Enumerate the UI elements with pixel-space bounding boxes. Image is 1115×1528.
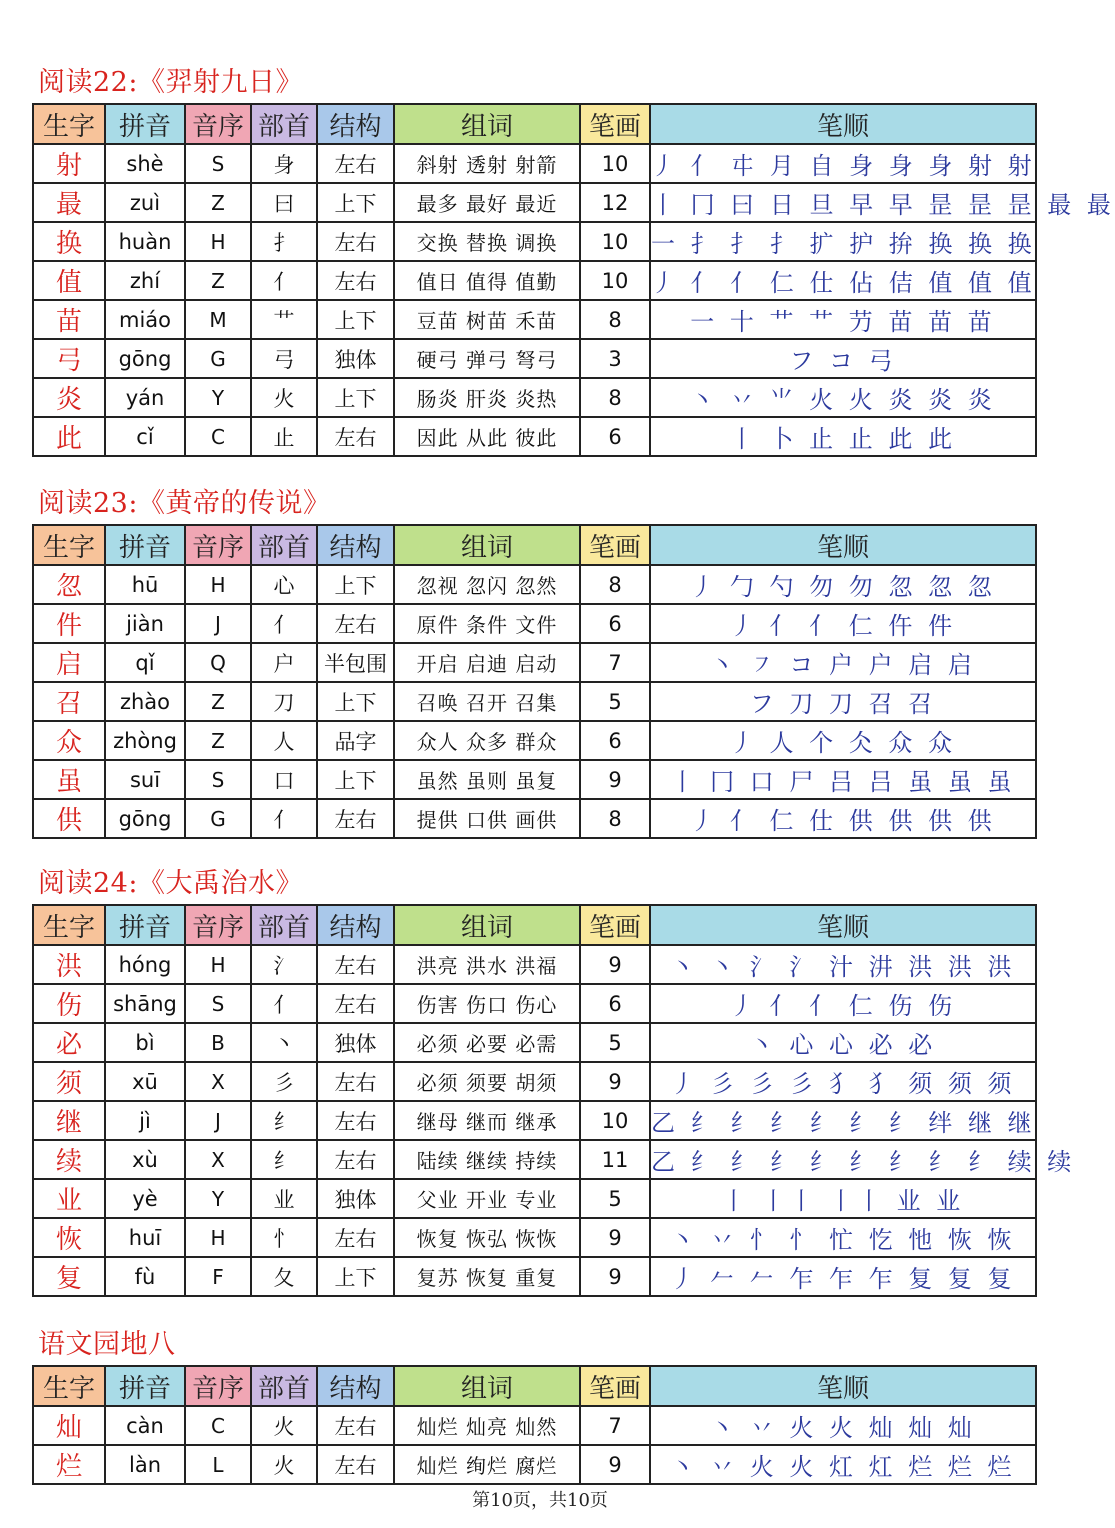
table-row bbox=[33, 144, 1036, 183]
cell-char: 虽 bbox=[33, 760, 105, 799]
cell-order: Q bbox=[185, 643, 251, 682]
cell-char: 最 bbox=[33, 183, 105, 222]
cell-sequence: 丶 丷 火 火 灴 灴 烂 烂 烂 bbox=[650, 1445, 1036, 1484]
cell-structure: 左右 bbox=[317, 417, 394, 456]
cell-pinyin: yán bbox=[105, 378, 185, 417]
column-header-pinyin: 拼音 bbox=[105, 104, 185, 144]
cell-order: X bbox=[185, 1062, 251, 1101]
cell-radical: 口 bbox=[251, 760, 317, 799]
table-row bbox=[33, 643, 1036, 682]
cell-order: Z bbox=[185, 682, 251, 721]
column-header-words: 组词 bbox=[394, 525, 580, 565]
cell-pinyin: jiàn bbox=[105, 604, 185, 643]
cell-radical: 心 bbox=[251, 565, 317, 604]
column-header-structure: 结构 bbox=[317, 525, 394, 565]
table-row bbox=[33, 378, 1036, 417]
cell-words: 忽视 忽闪 忽然 bbox=[394, 565, 580, 604]
cell-words: 最多 最好 最近 bbox=[394, 183, 580, 222]
cell-structure: 上下 bbox=[317, 378, 394, 417]
column-header-structure: 结构 bbox=[317, 905, 394, 945]
cell-pinyin: jì bbox=[105, 1101, 185, 1140]
cell-radical: 纟 bbox=[251, 1101, 317, 1140]
cell-words: 复苏 恢复 重复 bbox=[394, 1257, 580, 1296]
cell-pinyin: suī bbox=[105, 760, 185, 799]
cell-radical: 夂 bbox=[251, 1257, 317, 1296]
cell-sequence: 乙 纟 纟 纟 纟 纟 纟 绊 继 继 bbox=[650, 1101, 1036, 1140]
cell-pinyin: miáo bbox=[105, 300, 185, 339]
cell-pinyin: shè bbox=[105, 144, 185, 183]
cell-char: 必 bbox=[33, 1023, 105, 1062]
cell-radical: 扌 bbox=[251, 222, 317, 261]
cell-radical: 火 bbox=[251, 1445, 317, 1484]
cell-sequence: 丿 亻 亻 仁 仕 佔 佶 值 值 值 bbox=[650, 261, 1036, 300]
cell-char: 弓 bbox=[33, 339, 105, 378]
column-header-char: 生字 bbox=[33, 1366, 105, 1406]
cell-strokes: 11 bbox=[580, 1140, 650, 1179]
cell-pinyin: zhào bbox=[105, 682, 185, 721]
cell-words: 父业 开业 专业 bbox=[394, 1179, 580, 1218]
cell-structure: 独体 bbox=[317, 1179, 394, 1218]
cell-structure: 左右 bbox=[317, 1140, 394, 1179]
cell-order: Z bbox=[185, 261, 251, 300]
cell-radical: 火 bbox=[251, 1406, 317, 1445]
cell-pinyin: càn bbox=[105, 1406, 185, 1445]
cell-structure: 上下 bbox=[317, 760, 394, 799]
cell-strokes: 10 bbox=[580, 222, 650, 261]
cell-pinyin: gōng bbox=[105, 799, 185, 838]
cell-words: 虽然 虽则 虽复 bbox=[394, 760, 580, 799]
cell-char: 射 bbox=[33, 144, 105, 183]
cell-radical: 止 bbox=[251, 417, 317, 456]
cell-order: B bbox=[185, 1023, 251, 1062]
table-row bbox=[33, 760, 1036, 799]
header-row bbox=[33, 1366, 1036, 1406]
cell-words: 斜射 透射 射箭 bbox=[394, 144, 580, 183]
column-header-char: 生字 bbox=[33, 905, 105, 945]
cell-order: G bbox=[185, 799, 251, 838]
cell-char: 召 bbox=[33, 682, 105, 721]
cell-strokes: 12 bbox=[580, 183, 650, 222]
cell-char: 复 bbox=[33, 1257, 105, 1296]
cell-radical: 丶 bbox=[251, 1023, 317, 1062]
cell-order: Z bbox=[185, 721, 251, 760]
column-header-pinyin: 拼音 bbox=[105, 525, 185, 565]
cell-order: S bbox=[185, 984, 251, 1023]
cell-sequence: 一 扌 扌 扌 扩 护 拚 换 换 换 bbox=[650, 222, 1036, 261]
cell-pinyin: yè bbox=[105, 1179, 185, 1218]
cell-structure: 左右 bbox=[317, 945, 394, 984]
column-header-words: 组词 bbox=[394, 1366, 580, 1406]
cell-order: J bbox=[185, 1101, 251, 1140]
cell-strokes: 3 bbox=[580, 339, 650, 378]
cell-radical: 弓 bbox=[251, 339, 317, 378]
table-row bbox=[33, 1445, 1036, 1484]
table-row bbox=[33, 1101, 1036, 1140]
column-header-words: 组词 bbox=[394, 905, 580, 945]
cell-pinyin: xù bbox=[105, 1140, 185, 1179]
cell-order: S bbox=[185, 760, 251, 799]
cell-char: 众 bbox=[33, 721, 105, 760]
cell-strokes: 10 bbox=[580, 144, 650, 183]
cell-char: 启 bbox=[33, 643, 105, 682]
table-row bbox=[33, 984, 1036, 1023]
cell-sequence: 丿 彡 彡 彡 犭 犭 须 须 须 bbox=[650, 1062, 1036, 1101]
cell-char: 换 bbox=[33, 222, 105, 261]
character-table bbox=[32, 103, 1115, 457]
cell-sequence: 丶 丷 火 火 灿 灿 灿 bbox=[650, 1406, 1036, 1445]
cell-words: 值日 值得 值勤 bbox=[394, 261, 580, 300]
cell-pinyin: fù bbox=[105, 1257, 185, 1296]
cell-order: M bbox=[185, 300, 251, 339]
cell-structure: 独体 bbox=[317, 339, 394, 378]
cell-sequence: 丿 亻 亻 仁 仵 件 bbox=[650, 604, 1036, 643]
table-row bbox=[33, 339, 1036, 378]
table-row bbox=[33, 222, 1036, 261]
cell-radical: 纟 bbox=[251, 1140, 317, 1179]
cell-sequence: 丶 丷 ⺌ 火 火 炎 炎 炎 bbox=[650, 378, 1036, 417]
section-title: 阅读22:《羿射九日》 bbox=[38, 67, 303, 98]
table-row bbox=[33, 1140, 1036, 1179]
cell-radical: 艹 bbox=[251, 300, 317, 339]
column-header-pinyin: 拼音 bbox=[105, 905, 185, 945]
character-table bbox=[32, 904, 1076, 1297]
cell-sequence: 丿 亻 仁 仕 供 供 供 供 bbox=[650, 799, 1036, 838]
cell-structure: 左右 bbox=[317, 261, 394, 300]
cell-words: 提供 口供 画供 bbox=[394, 799, 580, 838]
cell-words: 硬弓 弹弓 弩弓 bbox=[394, 339, 580, 378]
cell-char: 苗 bbox=[33, 300, 105, 339]
cell-strokes: 8 bbox=[580, 378, 650, 417]
cell-strokes: 9 bbox=[580, 1445, 650, 1484]
column-header-strokes: 笔画 bbox=[580, 525, 650, 565]
cell-radical: 人 bbox=[251, 721, 317, 760]
cell-strokes: 6 bbox=[580, 417, 650, 456]
column-header-radical: 部首 bbox=[251, 1366, 317, 1406]
cell-order: H bbox=[185, 565, 251, 604]
cell-strokes: 7 bbox=[580, 643, 650, 682]
cell-strokes: 6 bbox=[580, 604, 650, 643]
cell-sequence: 乙 纟 纟 纟 纟 纟 纟 纟 纟 续 续 bbox=[650, 1140, 1036, 1179]
cell-pinyin: bì bbox=[105, 1023, 185, 1062]
cell-structure: 上下 bbox=[317, 1257, 394, 1296]
cell-structure: 左右 bbox=[317, 1218, 394, 1257]
cell-radical: 忄 bbox=[251, 1218, 317, 1257]
table-row bbox=[33, 1179, 1036, 1218]
cell-words: 必须 须要 胡须 bbox=[394, 1062, 580, 1101]
table-row bbox=[33, 1257, 1036, 1296]
column-header-structure: 结构 bbox=[317, 104, 394, 144]
column-header-char: 生字 bbox=[33, 525, 105, 565]
cell-pinyin: zuì bbox=[105, 183, 185, 222]
cell-order: G bbox=[185, 339, 251, 378]
section-title: 阅读24:《大禹治水》 bbox=[38, 868, 303, 899]
table-row bbox=[33, 1023, 1036, 1062]
cell-strokes: 8 bbox=[580, 300, 650, 339]
table-row bbox=[33, 300, 1036, 339]
cell-sequence: 丨 冂 口 尸 吕 吕 虽 虽 虽 bbox=[650, 760, 1036, 799]
cell-char: 灿 bbox=[33, 1406, 105, 1445]
cell-strokes: 9 bbox=[580, 1257, 650, 1296]
cell-char: 洪 bbox=[33, 945, 105, 984]
column-header-order: 音序 bbox=[185, 1366, 251, 1406]
column-header-order: 音序 bbox=[185, 104, 251, 144]
column-header-radical: 部首 bbox=[251, 104, 317, 144]
column-header-radical: 部首 bbox=[251, 905, 317, 945]
column-header-strokes: 笔画 bbox=[580, 905, 650, 945]
character-table bbox=[32, 1365, 1037, 1485]
cell-words: 洪亮 洪水 洪福 bbox=[394, 945, 580, 984]
cell-order: H bbox=[185, 1218, 251, 1257]
cell-radical: 刀 bbox=[251, 682, 317, 721]
cell-strokes: 9 bbox=[580, 945, 650, 984]
cell-sequence: 丿 人 个 仌 众 众 bbox=[650, 721, 1036, 760]
cell-order: S bbox=[185, 144, 251, 183]
column-header-sequence: 笔顺 bbox=[650, 1366, 1036, 1406]
cell-order: J bbox=[185, 604, 251, 643]
cell-sequence: 丿 勹 勺 勿 勿 忽 忽 忽 bbox=[650, 565, 1036, 604]
column-header-pinyin: 拼音 bbox=[105, 1366, 185, 1406]
cell-char: 须 bbox=[33, 1062, 105, 1101]
cell-radical: 曰 bbox=[251, 183, 317, 222]
cell-radical: 彡 bbox=[251, 1062, 317, 1101]
cell-words: 肠炎 肝炎 炎热 bbox=[394, 378, 580, 417]
character-table bbox=[32, 524, 1037, 839]
cell-strokes: 9 bbox=[580, 1062, 650, 1101]
table-row bbox=[33, 1062, 1036, 1101]
cell-structure: 左右 bbox=[317, 799, 394, 838]
cell-char: 继 bbox=[33, 1101, 105, 1140]
cell-order: Y bbox=[185, 1179, 251, 1218]
cell-pinyin: zhí bbox=[105, 261, 185, 300]
cell-structure: 半包围 bbox=[317, 643, 394, 682]
cell-strokes: 7 bbox=[580, 1406, 650, 1445]
cell-structure: 左右 bbox=[317, 144, 394, 183]
header-row bbox=[33, 525, 1036, 565]
column-header-sequence: 笔顺 bbox=[650, 104, 1036, 144]
cell-order: H bbox=[185, 945, 251, 984]
cell-radical: 户 bbox=[251, 643, 317, 682]
table-row bbox=[33, 261, 1036, 300]
cell-pinyin: huàn bbox=[105, 222, 185, 261]
cell-sequence: 丶 丷 忄 忄 忙 忔 忚 恢 恢 bbox=[650, 1218, 1036, 1257]
cell-char: 业 bbox=[33, 1179, 105, 1218]
cell-radical: 业 bbox=[251, 1179, 317, 1218]
cell-structure: 左右 bbox=[317, 984, 394, 1023]
cell-strokes: 5 bbox=[580, 1023, 650, 1062]
cell-order: F bbox=[185, 1257, 251, 1296]
column-header-order: 音序 bbox=[185, 905, 251, 945]
table-row bbox=[33, 604, 1036, 643]
cell-structure: 左右 bbox=[317, 1406, 394, 1445]
column-header-structure: 结构 bbox=[317, 1366, 394, 1406]
cell-structure: 上下 bbox=[317, 300, 394, 339]
table-row bbox=[33, 799, 1036, 838]
cell-structure: 左右 bbox=[317, 1062, 394, 1101]
cell-sequence: 丨 丨丨 丨丨 业 业 bbox=[650, 1179, 1036, 1218]
table-row bbox=[33, 682, 1036, 721]
cell-words: 因此 从此 彼此 bbox=[394, 417, 580, 456]
cell-words: 灿烂 绚烂 腐烂 bbox=[394, 1445, 580, 1484]
column-header-sequence: 笔顺 bbox=[650, 525, 1036, 565]
cell-pinyin: hóng bbox=[105, 945, 185, 984]
cell-words: 豆苗 树苗 禾苗 bbox=[394, 300, 580, 339]
cell-structure: 左右 bbox=[317, 1101, 394, 1140]
cell-words: 伤害 伤口 伤心 bbox=[394, 984, 580, 1023]
cell-radical: 氵 bbox=[251, 945, 317, 984]
cell-words: 交换 替换 调换 bbox=[394, 222, 580, 261]
cell-sequence: 丶 ㇇ コ 户 户 启 启 bbox=[650, 643, 1036, 682]
cell-char: 值 bbox=[33, 261, 105, 300]
table-row bbox=[33, 1218, 1036, 1257]
cell-structure: 上下 bbox=[317, 183, 394, 222]
cell-pinyin: xū bbox=[105, 1062, 185, 1101]
cell-sequence: 丿 亻 㐄 月 自 身 身 身 射 射 bbox=[650, 144, 1036, 183]
cell-strokes: 10 bbox=[580, 1101, 650, 1140]
cell-structure: 上下 bbox=[317, 682, 394, 721]
cell-order: X bbox=[185, 1140, 251, 1179]
cell-structure: 左右 bbox=[317, 1445, 394, 1484]
cell-order: H bbox=[185, 222, 251, 261]
cell-structure: 品字 bbox=[317, 721, 394, 760]
cell-words: 灿烂 灿亮 灿然 bbox=[394, 1406, 580, 1445]
table-row bbox=[33, 721, 1036, 760]
cell-strokes: 5 bbox=[580, 682, 650, 721]
cell-strokes: 10 bbox=[580, 261, 650, 300]
cell-sequence: 丶 心 心 必 必 bbox=[650, 1023, 1036, 1062]
cell-char: 此 bbox=[33, 417, 105, 456]
cell-pinyin: gōng bbox=[105, 339, 185, 378]
cell-radical: 亻 bbox=[251, 799, 317, 838]
cell-words: 众人 众多 群众 bbox=[394, 721, 580, 760]
cell-sequence: 丶 丶 氵 氵 汁 汫 洪 洪 洪 bbox=[650, 945, 1036, 984]
cell-words: 召唤 召开 召集 bbox=[394, 682, 580, 721]
cell-sequence: 丨 卜 止 止 此 此 bbox=[650, 417, 1036, 456]
cell-strokes: 8 bbox=[580, 565, 650, 604]
cell-words: 开启 启迪 启动 bbox=[394, 643, 580, 682]
cell-pinyin: làn bbox=[105, 1445, 185, 1484]
cell-radical: 亻 bbox=[251, 984, 317, 1023]
cell-strokes: 9 bbox=[580, 1218, 650, 1257]
cell-radical: 身 bbox=[251, 144, 317, 183]
cell-radical: 亻 bbox=[251, 261, 317, 300]
cell-pinyin: cǐ bbox=[105, 417, 185, 456]
column-header-order: 音序 bbox=[185, 525, 251, 565]
cell-words: 陆续 继续 持续 bbox=[394, 1140, 580, 1179]
column-header-strokes: 笔画 bbox=[580, 1366, 650, 1406]
cell-sequence: 丿 亻 亻 仁 伤 伤 bbox=[650, 984, 1036, 1023]
table-row bbox=[33, 945, 1036, 984]
cell-char: 伤 bbox=[33, 984, 105, 1023]
cell-pinyin: zhòng bbox=[105, 721, 185, 760]
cell-strokes: 5 bbox=[580, 1179, 650, 1218]
column-header-radical: 部首 bbox=[251, 525, 317, 565]
column-header-strokes: 笔画 bbox=[580, 104, 650, 144]
cell-radical: 亻 bbox=[251, 604, 317, 643]
cell-char: 续 bbox=[33, 1140, 105, 1179]
cell-structure: 上下 bbox=[317, 565, 394, 604]
cell-pinyin: huī bbox=[105, 1218, 185, 1257]
cell-sequence: フ コ 弓 bbox=[650, 339, 1036, 378]
table-row bbox=[33, 1406, 1036, 1445]
column-header-char: 生字 bbox=[33, 104, 105, 144]
cell-order: L bbox=[185, 1445, 251, 1484]
section-title: 阅读23:《黄帝的传说》 bbox=[38, 488, 331, 519]
cell-structure: 独体 bbox=[317, 1023, 394, 1062]
table-row bbox=[33, 417, 1036, 456]
cell-words: 继母 继而 继承 bbox=[394, 1101, 580, 1140]
header-row bbox=[33, 104, 1036, 144]
page-footer: 第10页，共10页 bbox=[472, 1490, 608, 1511]
cell-pinyin: hū bbox=[105, 565, 185, 604]
table-row bbox=[33, 183, 1036, 222]
cell-structure: 左右 bbox=[317, 222, 394, 261]
cell-order: C bbox=[185, 1406, 251, 1445]
cell-char: 忽 bbox=[33, 565, 105, 604]
column-header-words: 组词 bbox=[394, 104, 580, 144]
cell-strokes: 8 bbox=[580, 799, 650, 838]
cell-pinyin: shāng bbox=[105, 984, 185, 1023]
cell-order: C bbox=[185, 417, 251, 456]
cell-radical: 火 bbox=[251, 378, 317, 417]
section-title: 语文园地八 bbox=[38, 1329, 176, 1360]
cell-sequence: 丿 𠂉 𠂉 乍 乍 乍 复 复 复 bbox=[650, 1257, 1036, 1296]
cell-pinyin: qǐ bbox=[105, 643, 185, 682]
cell-char: 恢 bbox=[33, 1218, 105, 1257]
cell-words: 必须 必要 必需 bbox=[394, 1023, 580, 1062]
cell-char: 炎 bbox=[33, 378, 105, 417]
cell-sequence: 丨 冂 曰 日 旦 早 早 昰 昰 昰 最 最 bbox=[650, 183, 1036, 222]
cell-char: 供 bbox=[33, 799, 105, 838]
cell-strokes: 6 bbox=[580, 984, 650, 1023]
cell-words: 原件 条件 文件 bbox=[394, 604, 580, 643]
cell-order: Z bbox=[185, 183, 251, 222]
column-header-sequence: 笔顺 bbox=[650, 905, 1036, 945]
cell-words: 恢复 恢弘 恢恢 bbox=[394, 1218, 580, 1257]
cell-char: 件 bbox=[33, 604, 105, 643]
cell-strokes: 6 bbox=[580, 721, 650, 760]
cell-sequence: 一 十 艹 艹 芀 苗 苗 苗 bbox=[650, 300, 1036, 339]
cell-order: Y bbox=[185, 378, 251, 417]
cell-char: 烂 bbox=[33, 1445, 105, 1484]
cell-structure: 左右 bbox=[317, 604, 394, 643]
table-row bbox=[33, 565, 1036, 604]
cell-sequence: フ 刀 刀 召 召 bbox=[650, 682, 1036, 721]
header-row bbox=[33, 905, 1036, 945]
cell-strokes: 9 bbox=[580, 760, 650, 799]
